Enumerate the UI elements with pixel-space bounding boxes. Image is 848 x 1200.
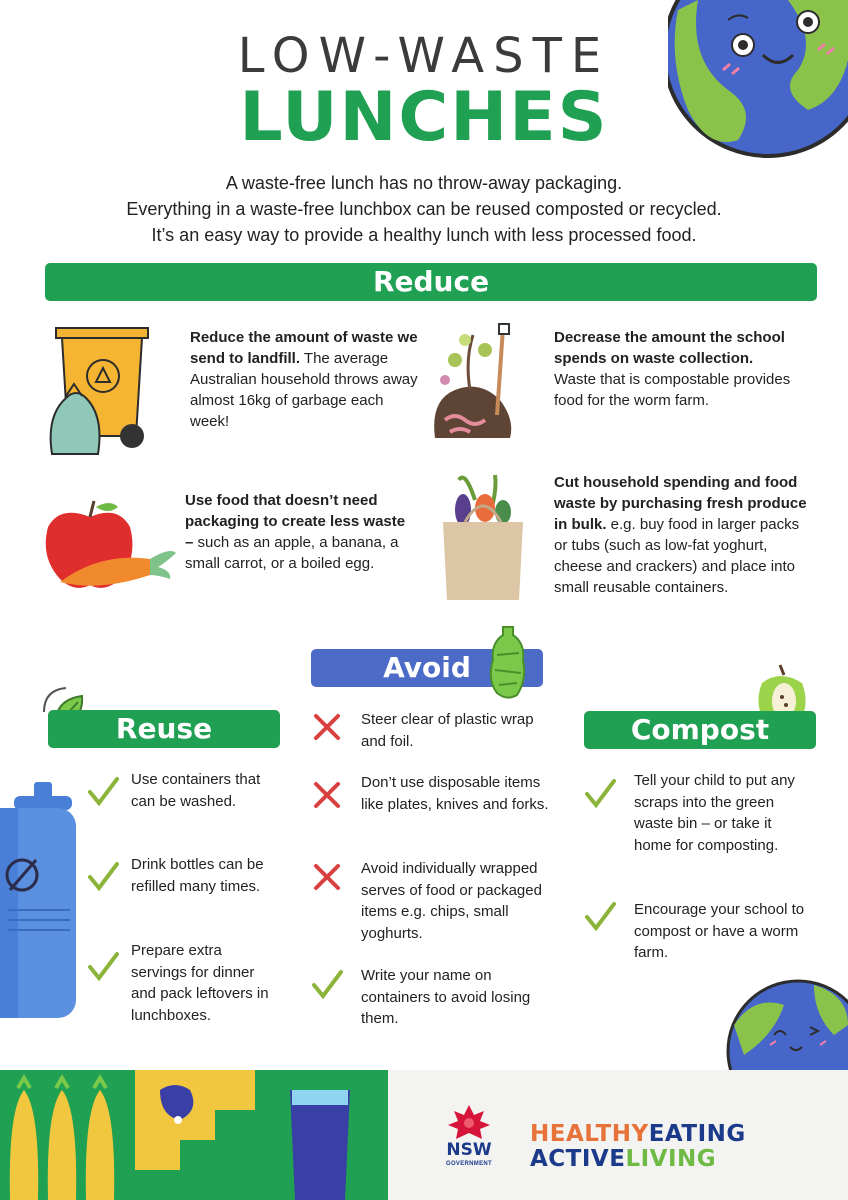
reuse-item: Prepare extra servings for dinner and pack leftovers in lunchboxes. (131, 942, 269, 1024)
page-title-main: LUNCHES (239, 78, 609, 157)
waratah-logo-icon (446, 1103, 492, 1141)
avoid-item: Write your name on containers to avoid losing them. (361, 967, 531, 1027)
avoid-item: Don’t use disposable items like plates, knives and forks. (361, 774, 549, 813)
reduce-item-bold: Decrease the amount the school spends on waste collection. (554, 329, 785, 367)
apple-carrot-icon (40, 497, 180, 597)
check-icon (310, 968, 344, 1002)
cross-icon (312, 712, 342, 742)
footer-illustration (0, 1070, 388, 1200)
compost-item: Encourage your school to compost or have a worm farm. (634, 901, 805, 961)
intro-line: It’s an easy way to provide a healthy lunch with less processed food. (151, 225, 697, 245)
reuse-heading: Reuse (48, 710, 280, 748)
logo-eating: EATING (648, 1121, 746, 1147)
page-title-top: LOW-WASTE (237, 28, 611, 84)
reduce-item-text: e.g. buy food in larger packs or tubs (such as low-fat yoghurt, cheese and crackers) and place into small reusable containers. (554, 516, 800, 596)
compost-item: Tell your child to put any scraps into the green waste bin – or take it home for composting. (634, 772, 795, 854)
reduce-item-bold: Cut household spending and food waste by purchasing fresh produce in bulk. (554, 474, 807, 533)
logo-healthy: HEALTHY (530, 1121, 649, 1147)
check-icon (583, 777, 617, 811)
nsw-logo-text: NSW (446, 1140, 492, 1160)
check-icon (583, 900, 617, 934)
check-icon (86, 775, 120, 809)
cross-icon (312, 780, 342, 810)
logo-active: ACTIVE (530, 1146, 626, 1172)
reduce-item-packaging (185, 490, 415, 574)
reduce-item-bold: Reduce the amount of waste we send to landfill. (190, 329, 418, 367)
earth-hug-icon (714, 965, 848, 1070)
reduce-item-school (554, 327, 794, 411)
reduce-item-text: Waste that is compostable provides food for the worm farm. (554, 371, 791, 409)
logo-living: LIVING (625, 1146, 717, 1172)
reduce-item-landfill (190, 327, 420, 432)
intro-line: Everything in a waste-free lunchbox can be reused composted or recycled. (126, 199, 722, 219)
produce-bag-icon (435, 470, 530, 602)
rubbish-bin-icon (46, 326, 156, 456)
check-icon (86, 950, 120, 984)
compost-heading: Compost (584, 711, 816, 749)
avoid-heading: Avoid (311, 649, 543, 687)
reduce-item-text: such as an apple, a banana, a small carrot, or a boiled egg. (185, 534, 399, 572)
avoid-item: Avoid individually wrapped serves of food or packaged items e.g. chips, small yoghurts. (361, 860, 542, 942)
compost-worm-icon (425, 320, 525, 440)
nsw-government-text: GOVERNMENT (445, 1161, 492, 1167)
reduce-item-bulk (554, 472, 810, 598)
water-bottle-icon (0, 780, 80, 1020)
healthy-eating-active-living-logo (530, 1122, 746, 1172)
reuse-item: Drink bottles can be refilled many times. (131, 856, 264, 895)
plastic-bottle-icon (487, 625, 529, 700)
intro-text (60, 170, 788, 248)
reuse-item: Use containers that can be washed. (131, 771, 261, 810)
reduce-heading: Reduce (45, 263, 817, 301)
reduce-item-bold: Use food that doesn’t need packaging to create less waste – (185, 492, 406, 551)
reduce-item-text: The average Australian household throws away almost 16kg of garbage each week! (190, 350, 418, 430)
avoid-item: Steer clear of plastic wrap and foil. (361, 711, 534, 750)
intro-line: A waste-free lunch has no throw-away packaging. (225, 173, 623, 193)
check-icon (86, 860, 120, 894)
cross-icon (312, 862, 342, 892)
carrots-icon (0, 1070, 388, 1200)
